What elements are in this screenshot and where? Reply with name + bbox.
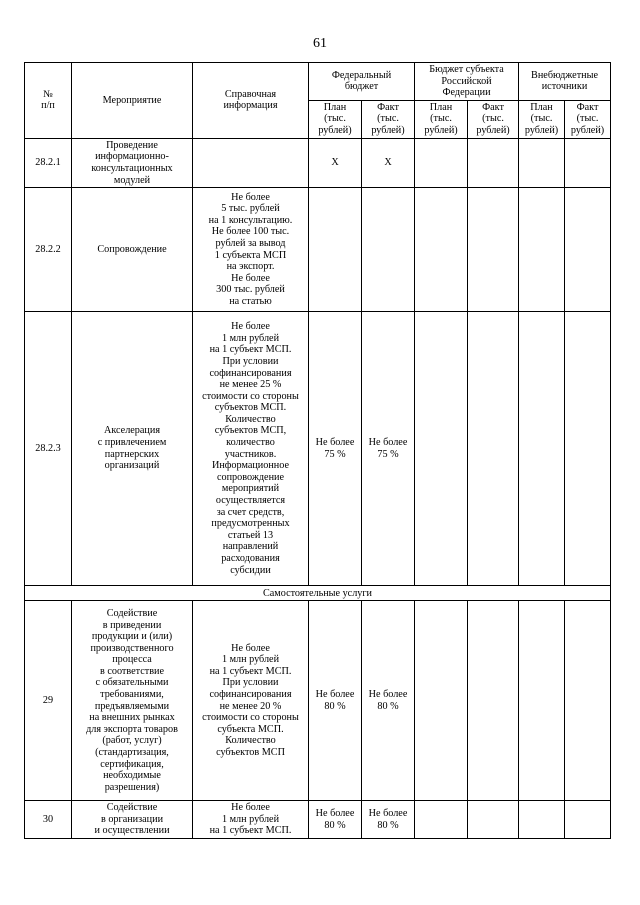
header-event: Мероприятие xyxy=(72,63,193,139)
row-extra-plan xyxy=(519,138,565,187)
row-extra-fact xyxy=(565,601,611,801)
row-fed-plan: Не более 80 % xyxy=(309,801,362,839)
row-event: Проведение информационно- консультационных модулей xyxy=(72,138,193,187)
row-fed-fact: Не более 75 % xyxy=(362,312,415,586)
table-row xyxy=(25,312,611,586)
row-reg-fact xyxy=(468,188,519,312)
row-reg-fact xyxy=(468,801,519,839)
row-fed-plan: X xyxy=(309,138,362,187)
header-row-top xyxy=(25,63,611,101)
row-fed-plan: Не более 80 % xyxy=(309,601,362,801)
table-row xyxy=(25,138,611,187)
row-reg-fact xyxy=(468,138,519,187)
row-num: 28.2.3 xyxy=(25,312,72,586)
measures-table xyxy=(24,62,611,839)
row-extra-fact xyxy=(565,188,611,312)
row-extra-fact xyxy=(565,801,611,839)
row-num: 28.2.2 xyxy=(25,188,72,312)
row-extra-plan xyxy=(519,601,565,801)
table-row xyxy=(25,801,611,839)
row-fed-fact: Не более 80 % xyxy=(362,601,415,801)
row-event: Содействие в приведении продукции и (или) производственного процесса в соответствие с обязательными требованиями, предъявляемыми на внешних рынках для экспорта товаров (работ, услуг) (стандартизация, сертификация, необходимые разрешения) xyxy=(72,601,193,801)
header-extra-fact: Факт (тыс. рублей) xyxy=(565,100,611,138)
row-fed-plan: Не более 75 % xyxy=(309,312,362,586)
row-num: 29 xyxy=(25,601,72,801)
row-num: 30 xyxy=(25,801,72,839)
header-fed-plan: План (тыс. рублей) xyxy=(309,100,362,138)
header-reg-fact: Факт (тыс. рублей) xyxy=(468,100,519,138)
row-extra-fact xyxy=(565,312,611,586)
header-regional: Бюджет субъекта Российской Федерации xyxy=(415,63,519,101)
row-info: Не более 1 млн рублей на 1 субъект МСП. xyxy=(193,801,309,839)
row-info: Не более 5 тыс. рублей на 1 консультацию. Не более 100 тыс. рублей за вывод 1 субъекта МСП на экспорт. Не более 300 тыс. рублей на статью xyxy=(193,188,309,312)
table-row xyxy=(25,601,611,801)
row-info: Не более 1 млн рублей на 1 субъект МСП. При условии софинансирования не менее 25 % стоимости со стороны субъектов МСП. Количество субъектов МСП, количество участников. Информационное сопровождение мероприятий осуществляется за счет средств, предусмотренных статьей 13 направлений расходования субсидии xyxy=(193,312,309,586)
row-fed-fact xyxy=(362,188,415,312)
header-fed-fact: Факт (тыс. рублей) xyxy=(362,100,415,138)
header-reg-plan: План (тыс. рублей) xyxy=(415,100,468,138)
header-info: Справочная информация xyxy=(193,63,309,139)
row-fed-plan xyxy=(309,188,362,312)
row-extra-fact xyxy=(565,138,611,187)
row-reg-fact xyxy=(468,312,519,586)
header-extra-plan: План (тыс. рублей) xyxy=(519,100,565,138)
page-number: 61 xyxy=(313,36,327,51)
header-federal: Федеральный бюджет xyxy=(309,63,415,101)
row-reg-plan xyxy=(415,138,468,187)
row-info xyxy=(193,138,309,187)
row-event: Акселерация с привлечением партнерских организаций xyxy=(72,312,193,586)
row-reg-fact xyxy=(468,601,519,801)
row-num: 28.2.1 xyxy=(25,138,72,187)
row-event: Содействие в организации и осуществлении xyxy=(72,801,193,839)
section-row xyxy=(25,586,611,601)
row-reg-plan xyxy=(415,312,468,586)
header-num: № п/п xyxy=(25,63,72,139)
row-reg-plan xyxy=(415,188,468,312)
row-fed-fact: X xyxy=(362,138,415,187)
row-extra-plan xyxy=(519,801,565,839)
row-reg-plan xyxy=(415,801,468,839)
row-extra-plan xyxy=(519,188,565,312)
header-extra: Внебюджетные источники xyxy=(519,63,611,101)
row-reg-plan xyxy=(415,601,468,801)
row-info: Не более 1 млн рублей на 1 субъект МСП. При условии софинансирования не менее 20 % стоимости со стороны субъекта МСП. Количество субъектов МСП xyxy=(193,601,309,801)
table-row xyxy=(25,188,611,312)
row-extra-plan xyxy=(519,312,565,586)
section-title: Самостоятельные услуги xyxy=(25,586,611,601)
row-event: Сопровождение xyxy=(72,188,193,312)
row-fed-fact: Не более 80 % xyxy=(362,801,415,839)
